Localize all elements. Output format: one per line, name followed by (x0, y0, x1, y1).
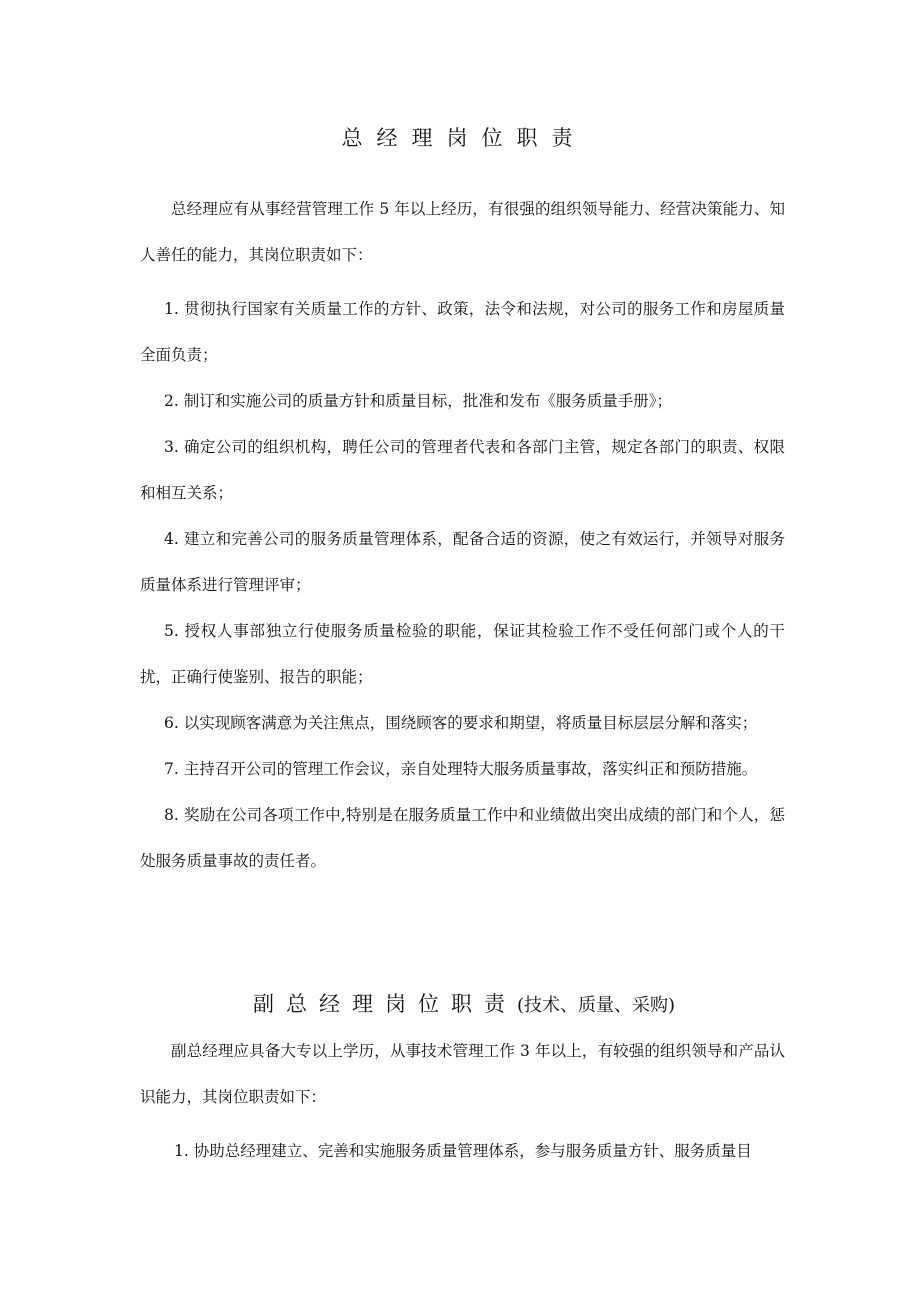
section1-item-8: 8. 奖励在公司各项工作中,特别是在服务质量工作中和业绩做出突出成绩的部门和个人，惩处服务质量事故的责任者。 (140, 806, 785, 870)
section2-title (253, 988, 675, 1018)
section2-intro: 副总经理应具备大专以上学历，从事技术管理工作 3 年以上，有较强的组织领导和产品认识能力，其岗位职责如下： (140, 1042, 785, 1106)
section2-title-suffix: (技术、质量、采购) (517, 995, 676, 1016)
section1-item-2: 2. 制订和实施公司的质量方针和质量目标，批准和发布《服务质量手册》； (164, 392, 672, 410)
section1-item-1: 1. 贯彻执行国家有关质量工作的方针、政策，法令和法规，对公司的服务工作和房屋质量全面负责； (140, 300, 785, 364)
section1-item-6: 6. 以实现顾客满意为关注焦点，围绕顾客的要求和期望，将质量目标层层分解和落实； (164, 714, 758, 732)
section1-intro: 总经理应有从事经营管理工作 5 年以上经历，有很强的组织领导能力、经营决策能力、知人善任的能力，其岗位职责如下： (140, 200, 785, 264)
section2-title-main: 副总经理岗位职责 (253, 992, 517, 1016)
section1-item-3: 3. 确定公司的组织机构，聘任公司的管理者代表和各部门主管，规定各部门的职责、权限和相互关系； (140, 438, 785, 502)
section1-item-5: 5. 授权人事部独立行使服务质量检验的职能，保证其检验工作不受任何部门或个人的干扰，正确行使鉴别、报告的职能； (140, 622, 785, 686)
section1-title: 总经理岗位职责 (341, 126, 587, 150)
section2-item-1: 1. 协助总经理建立、完善和实施服务质量管理体系，参与服务质量方针、服务质量目 (174, 1142, 752, 1160)
section1-item-4: 4. 建立和完善公司的服务质量管理体系，配备合适的资源，使之有效运行，并领导对服务质量体系进行管理评审； (140, 530, 785, 594)
section1-item-7: 7. 主持召开公司的管理工作会议，亲自处理特大服务质量事故，落实纠正和预防措施。 (164, 760, 758, 778)
